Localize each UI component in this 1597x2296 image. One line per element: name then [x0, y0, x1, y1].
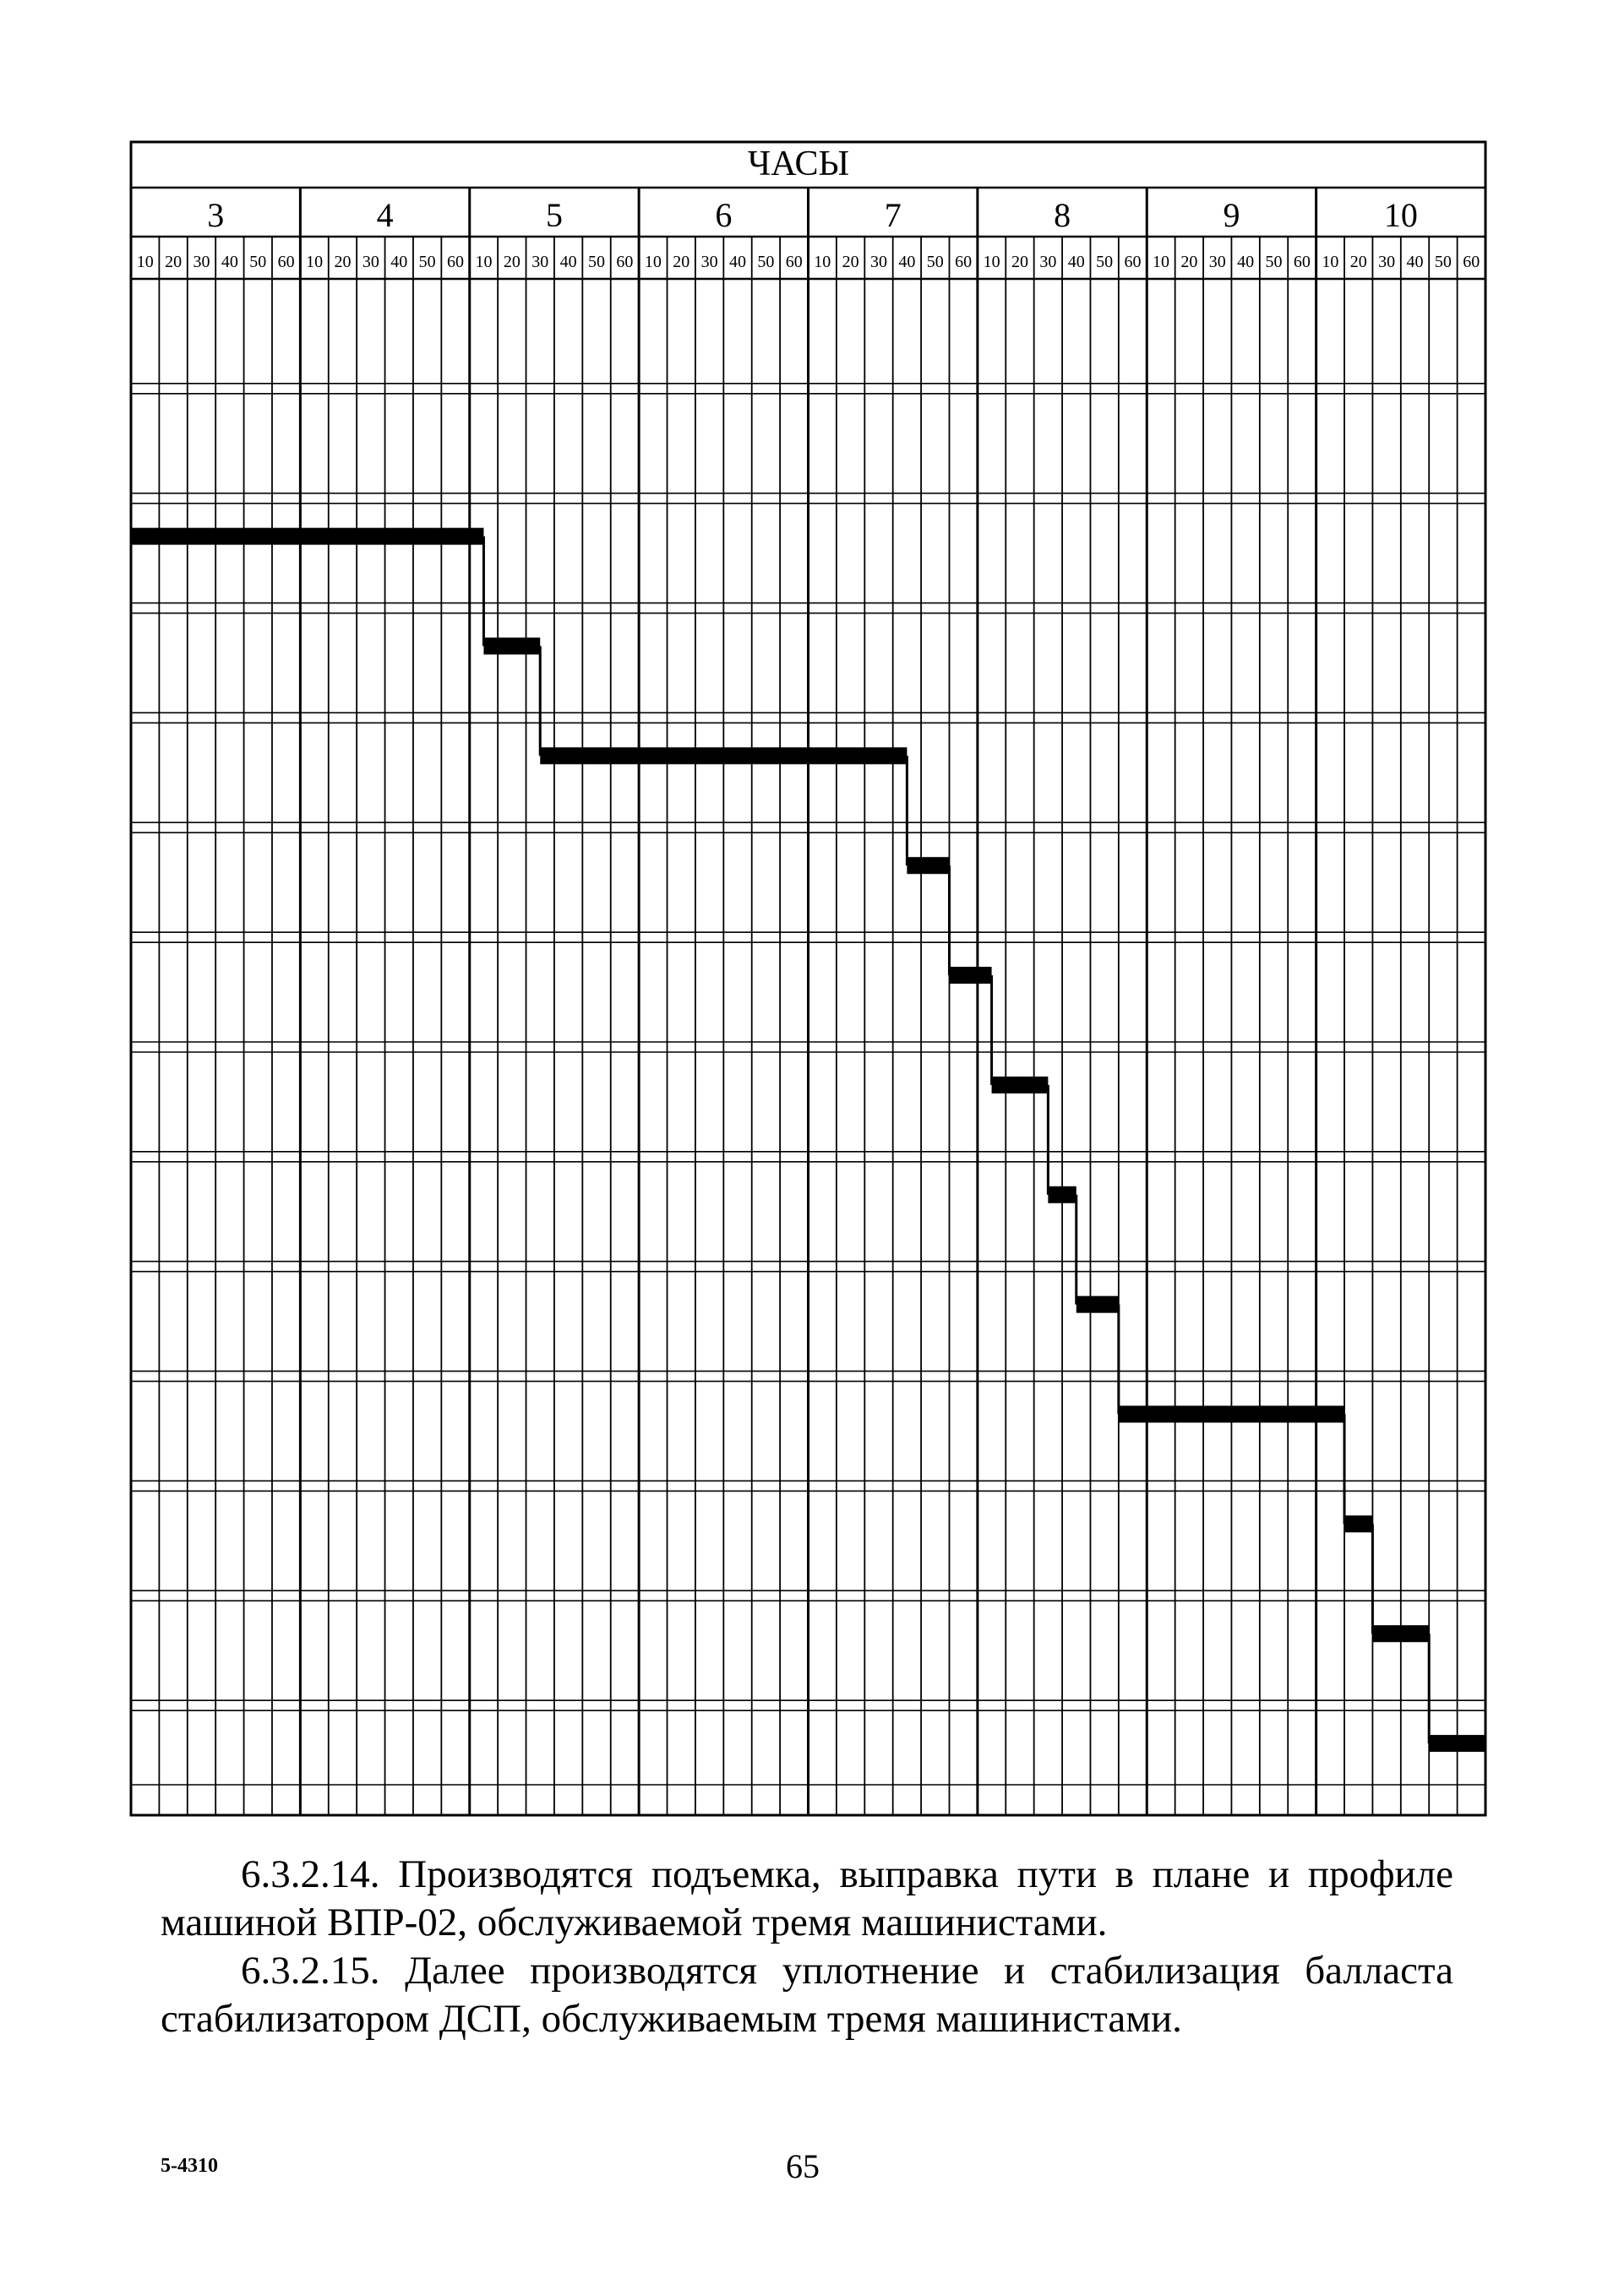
- hour-label: 10: [1383, 196, 1418, 234]
- hour-label: 9: [1223, 196, 1240, 234]
- minute-label: 10: [475, 253, 493, 271]
- hour-label: 4: [376, 196, 394, 234]
- minute-label: 20: [1349, 253, 1367, 271]
- minute-label: 30: [869, 253, 887, 271]
- task-bar: [1429, 1735, 1485, 1752]
- task-bar: [131, 528, 483, 545]
- minute-label: 10: [306, 253, 324, 271]
- minute-label: 30: [1039, 253, 1057, 271]
- minute-label: 40: [221, 253, 238, 271]
- minute-label: 20: [1011, 253, 1028, 271]
- minute-label: 10: [983, 253, 1000, 271]
- minute-label: 60: [1293, 253, 1311, 271]
- task-bar: [1372, 1625, 1429, 1642]
- minute-label: 30: [193, 253, 210, 271]
- minute-label: 60: [785, 253, 803, 271]
- minute-label: 20: [1180, 253, 1198, 271]
- task-bar: [992, 1077, 1049, 1093]
- chart-grid: [131, 142, 1485, 1815]
- minute-label: 40: [1237, 253, 1255, 271]
- task-bar: [1344, 1515, 1372, 1532]
- minute-label: 60: [955, 253, 973, 271]
- minute-label: 20: [842, 253, 859, 271]
- minute-label: 20: [503, 253, 521, 271]
- minute-label: 20: [334, 253, 352, 271]
- minute-label: 60: [1463, 253, 1480, 271]
- minute-label: 50: [418, 253, 436, 271]
- minute-label: 10: [1152, 253, 1169, 271]
- minute-label: 50: [757, 253, 775, 271]
- minute-label: 50: [1096, 253, 1114, 271]
- minute-label: 10: [814, 253, 831, 271]
- task-bar: [483, 638, 540, 655]
- minute-label: 30: [700, 253, 718, 271]
- task-bar: [949, 967, 991, 984]
- minute-label: 30: [1208, 253, 1226, 271]
- minute-label: 50: [1434, 253, 1452, 271]
- page-number: 65: [786, 2147, 820, 2185]
- hour-labels: [207, 196, 1418, 234]
- minute-label: 60: [277, 253, 295, 271]
- minute-label: 50: [249, 253, 267, 271]
- paragraph-6-3-2-15: 6.3.2.15. Далее производятся уплотнение и стабилизация балласта стабилизатором ДСП, обслуживаемым тремя машинистами.: [161, 1949, 1453, 2041]
- task-bar: [1048, 1186, 1076, 1203]
- minute-label: 30: [1378, 253, 1396, 271]
- minute-label: 20: [673, 253, 690, 271]
- minute-label: 20: [165, 253, 183, 271]
- hour-label: 5: [545, 196, 563, 234]
- hour-label: 8: [1054, 196, 1071, 234]
- hour-label: 6: [715, 196, 733, 234]
- minute-label: 10: [136, 253, 154, 271]
- footer-code: 5-4310: [161, 2155, 218, 2177]
- minute-label: 40: [729, 253, 747, 271]
- minute-label: 50: [926, 253, 944, 271]
- minute-label: 40: [1067, 253, 1085, 271]
- minute-label: 10: [1322, 253, 1339, 271]
- minute-label: 40: [1406, 253, 1424, 271]
- chart-header: ЧАСЫ: [747, 145, 850, 183]
- task-bar: [540, 747, 907, 764]
- minute-label: 40: [390, 253, 408, 271]
- hour-label: 7: [884, 196, 902, 234]
- minute-label: 60: [447, 253, 465, 271]
- hour-label: 3: [207, 196, 225, 234]
- minute-label: 60: [1124, 253, 1142, 271]
- task-bar: [907, 857, 949, 874]
- minute-label: 30: [531, 253, 549, 271]
- minute-label: 60: [616, 253, 634, 271]
- task-bar: [1076, 1296, 1119, 1313]
- minute-label: 50: [1265, 253, 1283, 271]
- minute-label: 50: [588, 253, 606, 271]
- task-bar: [1119, 1406, 1344, 1423]
- minute-label: 40: [898, 253, 916, 271]
- minute-label: 10: [644, 253, 662, 271]
- paragraph-6-3-2-14: 6.3.2.14. Производятся подъемка, выправка пути в плане и профиле машиной ВПР-02, обслуживаемой тремя машинистами.: [161, 1852, 1453, 1944]
- minute-label: 30: [362, 253, 379, 271]
- minute-label: 40: [559, 253, 577, 271]
